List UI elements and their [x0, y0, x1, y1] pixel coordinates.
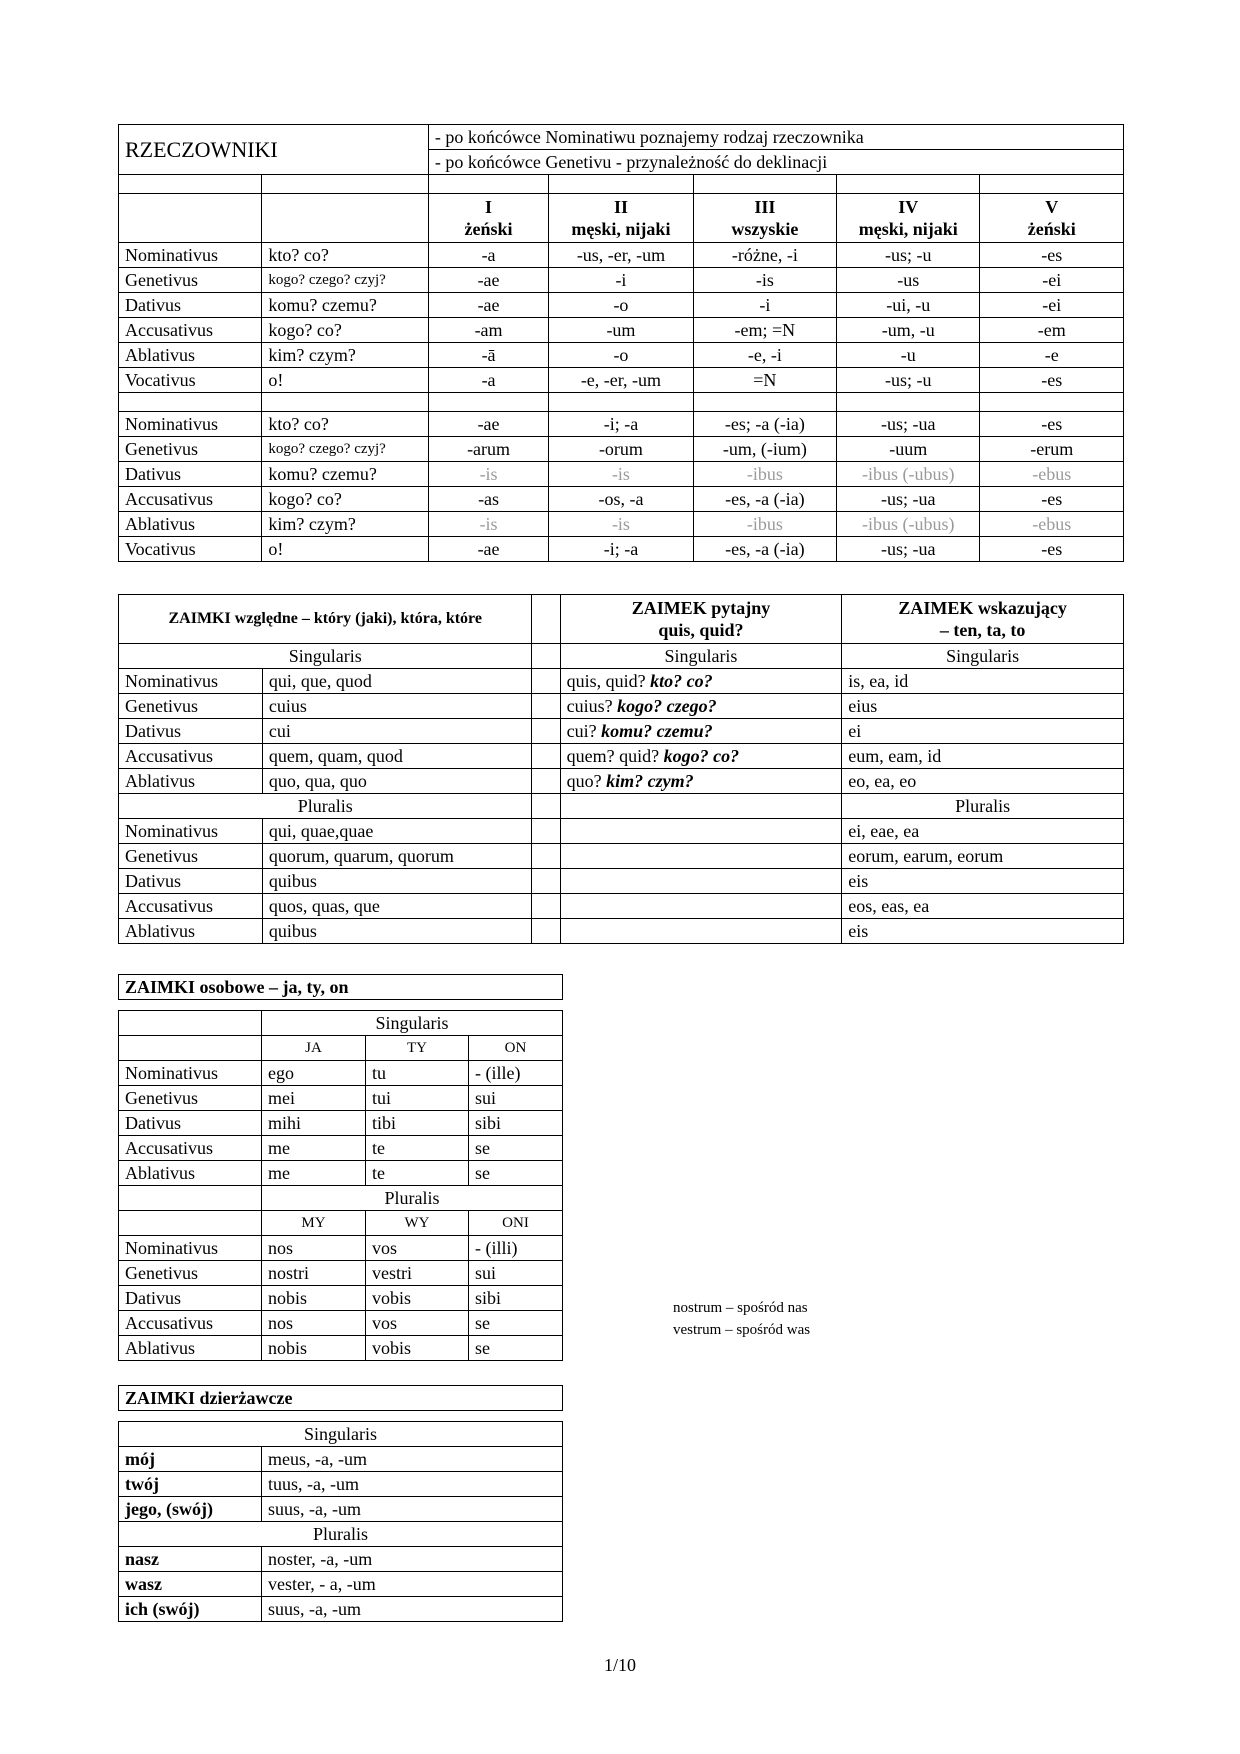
- table-row: [119, 669, 1124, 694]
- singularis-label: Singularis: [842, 644, 1124, 669]
- polish-pronoun: nasz: [119, 1547, 262, 1572]
- ending-cell: -orum: [549, 437, 693, 462]
- case-name: Ablativus: [119, 919, 263, 944]
- ending-cell: -ebus: [980, 512, 1124, 537]
- latin-pronoun: suus, -a, -um: [262, 1497, 563, 1522]
- case-name: Ablativus: [119, 512, 262, 537]
- table-row: [119, 1136, 563, 1161]
- pronoun-form: tibi: [366, 1111, 469, 1136]
- table-row: [119, 1086, 563, 1111]
- pronoun-form: sui: [469, 1261, 563, 1286]
- ending-cell: -erum: [980, 437, 1124, 462]
- interrogative-form: quis, quid? kto? co?: [560, 669, 842, 694]
- latin-pronoun: vester, - a, -um: [262, 1572, 563, 1597]
- nouns-table: [118, 124, 1124, 562]
- ending-cell: -us; -u: [837, 243, 980, 268]
- demonstrative-form: eorum, earum, eorum: [842, 844, 1124, 869]
- ending-cell: -os, -a: [549, 487, 693, 512]
- ending-cell: -i: [693, 293, 836, 318]
- ending-cell: -es, -a (-ia): [693, 487, 836, 512]
- demonstrative-form: eos, eas, ea: [842, 894, 1124, 919]
- table-row: [119, 744, 1124, 769]
- case-name: Accusativus: [119, 744, 263, 769]
- relative-form: cui: [262, 719, 532, 744]
- ending-cell: -is: [549, 462, 693, 487]
- ending-cell: -es, -a (-ia): [693, 537, 836, 562]
- ending-cell: -o: [549, 343, 693, 368]
- table-row: [119, 412, 1124, 437]
- case-name: Dativus: [119, 1286, 262, 1311]
- ending-cell: -e, -i: [693, 343, 836, 368]
- pronoun-form: me: [262, 1161, 366, 1186]
- ending-cell: -is: [693, 268, 836, 293]
- ending-cell: -us; -ua: [837, 487, 980, 512]
- ending-cell: -es: [980, 368, 1124, 393]
- ending-cell: -ebus: [980, 462, 1124, 487]
- ending-cell: -ae: [428, 537, 548, 562]
- polish-pronoun: ich (swój): [119, 1597, 262, 1622]
- table-row: [119, 694, 1124, 719]
- pronoun-form: te: [366, 1161, 469, 1186]
- ending-cell: -is: [428, 462, 548, 487]
- demonstrative-form: eis: [842, 919, 1124, 944]
- polish-pronoun: mój: [119, 1447, 262, 1472]
- singularis-label: Singularis: [262, 1011, 563, 1036]
- case-question: kim? czym?: [262, 512, 428, 537]
- relative-form: cuius: [262, 694, 532, 719]
- pluralis-label: Pluralis: [119, 794, 532, 819]
- ending-cell: -um: [549, 318, 693, 343]
- relative-form: quo, qua, quo: [262, 769, 532, 794]
- table-row: [119, 537, 1124, 562]
- pronoun-form: - (illi): [469, 1236, 563, 1261]
- table-row: [119, 1111, 563, 1136]
- pronoun-form: vos: [366, 1236, 469, 1261]
- case-question: kto? co?: [262, 243, 428, 268]
- case-question: kim? czym?: [262, 343, 428, 368]
- demonstrative-form: ei, eae, ea: [842, 819, 1124, 844]
- case-name: Ablativus: [119, 1161, 262, 1186]
- table-row: [119, 462, 1124, 487]
- pronoun-form: se: [469, 1161, 563, 1186]
- ending-cell: -es: [980, 412, 1124, 437]
- table-row: [119, 1447, 563, 1472]
- case-question: kogo? co?: [262, 318, 428, 343]
- ending-cell: -um, (-ium): [693, 437, 836, 462]
- case-name: Dativus: [119, 293, 262, 318]
- ending-cell: -es; -a (-ia): [693, 412, 836, 437]
- demonstrative-form: eius: [842, 694, 1124, 719]
- ending-cell: -ā: [428, 343, 548, 368]
- table-row: [119, 437, 1124, 462]
- column-head: TY: [366, 1036, 469, 1061]
- pronoun-form: se: [469, 1311, 563, 1336]
- case-name: Nominativus: [119, 412, 262, 437]
- ending-cell: -is: [549, 512, 693, 537]
- table-row: [119, 1236, 563, 1261]
- polish-pronoun: wasz: [119, 1572, 262, 1597]
- pronoun-form: nobis: [262, 1336, 366, 1361]
- case-name: Accusativus: [119, 1311, 262, 1336]
- case-name: Ablativus: [119, 769, 263, 794]
- ending-cell: -es: [980, 487, 1124, 512]
- note-nostrum: nostrum – spośród nas: [673, 1300, 808, 1316]
- column-head: MY: [262, 1211, 366, 1236]
- pronoun-form: nos: [262, 1311, 366, 1336]
- ending-cell: -is: [428, 512, 548, 537]
- case-question: kogo? czego? czyj?: [262, 268, 428, 293]
- pronoun-form: - (ille): [469, 1061, 563, 1086]
- declension-header-2: II męski, nijaki: [549, 194, 693, 243]
- ending-cell: -ae: [428, 293, 548, 318]
- ending-cell: -arum: [428, 437, 548, 462]
- case-name: Ablativus: [119, 343, 262, 368]
- pronoun-form: tu: [366, 1061, 469, 1086]
- table-row: [119, 1572, 563, 1597]
- ending-cell: -ibus: [693, 512, 836, 537]
- relative-form: qui, que, quod: [262, 669, 532, 694]
- ending-cell: -a: [428, 368, 548, 393]
- ending-cell: -i; -a: [549, 412, 693, 437]
- ending-cell: -um, -u: [837, 318, 980, 343]
- ending-cell: -us: [837, 268, 980, 293]
- pluralis-label: Pluralis: [842, 794, 1124, 819]
- demonstrative-form: eum, eam, id: [842, 744, 1124, 769]
- case-name: Nominativus: [119, 1061, 262, 1086]
- relative-form: quibus: [262, 869, 532, 894]
- declension-header-5: V żeński: [980, 194, 1124, 243]
- pronoun-form: mei: [262, 1086, 366, 1111]
- case-name: Genetivus: [119, 844, 263, 869]
- relative-form: quem, quam, quod: [262, 744, 532, 769]
- pronoun-form: nostri: [262, 1261, 366, 1286]
- interrogative-form: cui? komu? czemu?: [560, 719, 842, 744]
- personal-pronouns-title: ZAIMKI osobowe – ja, ty, on: [119, 975, 563, 1000]
- ending-cell: -e, -er, -um: [549, 368, 693, 393]
- ending-cell: -uum: [837, 437, 980, 462]
- nouns-note-2: - po końcówce Genetivu - przynależność do deklinacji: [428, 150, 1123, 175]
- pronoun-form: te: [366, 1136, 469, 1161]
- case-name: Genetivus: [119, 1086, 262, 1111]
- polish-pronoun: twój: [119, 1472, 262, 1497]
- case-name: Ablativus: [119, 1336, 262, 1361]
- table-row: [119, 512, 1124, 537]
- case-name: Nominativus: [119, 1236, 262, 1261]
- column-head: JA: [262, 1036, 366, 1061]
- ending-cell: -em: [980, 318, 1124, 343]
- pronoun-form: mihi: [262, 1111, 366, 1136]
- singularis-label: Singularis: [560, 644, 842, 669]
- case-name: Nominativus: [119, 669, 263, 694]
- ending-cell: -es: [980, 243, 1124, 268]
- demonstrative-pronoun-title: ZAIMEK wskazujący – ten, ta, to: [842, 595, 1124, 644]
- ending-cell: -i: [549, 268, 693, 293]
- case-name: Nominativus: [119, 243, 262, 268]
- ending-cell: -ei: [980, 268, 1124, 293]
- ending-cell: -as: [428, 487, 548, 512]
- table-row: [119, 1472, 563, 1497]
- table-row: [119, 919, 1124, 944]
- ending-cell: -o: [549, 293, 693, 318]
- relative-pronouns-title: ZAIMKI względne – który (jaki), która, które: [119, 595, 532, 644]
- pronoun-form: vos: [366, 1311, 469, 1336]
- table-row: [119, 1161, 563, 1186]
- declension-header-1: I żeński: [428, 194, 548, 243]
- table-row: [119, 1547, 563, 1572]
- pronoun-form: vobis: [366, 1336, 469, 1361]
- column-head: ON: [469, 1036, 563, 1061]
- latin-pronoun: meus, -a, -um: [262, 1447, 563, 1472]
- ending-cell: -es: [980, 537, 1124, 562]
- ending-cell: -us; -u: [837, 368, 980, 393]
- relative-pronouns-table: [118, 594, 1124, 944]
- nouns-title: RZECZOWNIKI: [119, 125, 429, 175]
- table-row: [119, 869, 1124, 894]
- table-row: [119, 1311, 563, 1336]
- pronoun-form: nos: [262, 1236, 366, 1261]
- interrogative-form: quo? kim? czym?: [560, 769, 842, 794]
- latin-pronoun: suus, -a, -um: [262, 1597, 563, 1622]
- ending-cell: -ae: [428, 412, 548, 437]
- table-row: [119, 1336, 563, 1361]
- relative-form: quorum, quarum, quorum: [262, 844, 532, 869]
- pronoun-form: sui: [469, 1086, 563, 1111]
- case-question: o!: [262, 368, 428, 393]
- case-name: Accusativus: [119, 318, 262, 343]
- case-name: Vocativus: [119, 368, 262, 393]
- singularis-label: Singularis: [119, 644, 532, 669]
- pronoun-form: se: [469, 1336, 563, 1361]
- ending-cell: -am: [428, 318, 548, 343]
- pronoun-form: se: [469, 1136, 563, 1161]
- latin-pronoun: tuus, -a, -um: [262, 1472, 563, 1497]
- case-name: Dativus: [119, 869, 263, 894]
- case-name: Genetivus: [119, 1261, 262, 1286]
- table-row: [119, 769, 1124, 794]
- case-question: komu? czemu?: [262, 462, 428, 487]
- ending-cell: -i; -a: [549, 537, 693, 562]
- case-name: Vocativus: [119, 537, 262, 562]
- table-row: [119, 1597, 563, 1622]
- polish-pronoun: jego, (swój): [119, 1497, 262, 1522]
- case-question: o!: [262, 537, 428, 562]
- case-question: kogo? czego? czyj?: [262, 437, 428, 462]
- table-row: [119, 1286, 563, 1311]
- table-row: [119, 819, 1124, 844]
- table-row: [119, 1497, 563, 1522]
- case-name: Accusativus: [119, 487, 262, 512]
- demonstrative-form: eo, ea, eo: [842, 769, 1124, 794]
- table-row: [119, 243, 1124, 268]
- interrogative-form: quem? quid? kogo? co?: [560, 744, 842, 769]
- pronoun-form: ego: [262, 1061, 366, 1086]
- table-row: [119, 293, 1124, 318]
- ending-cell: -ui, -u: [837, 293, 980, 318]
- demonstrative-form: eis: [842, 869, 1124, 894]
- case-name: Accusativus: [119, 1136, 262, 1161]
- pronoun-form: tui: [366, 1086, 469, 1111]
- table-row: [119, 343, 1124, 368]
- case-name: Genetivus: [119, 268, 262, 293]
- pluralis-label: Pluralis: [119, 1522, 563, 1547]
- interrogative-pronoun-title: ZAIMEK pytajny quis, quid?: [560, 595, 842, 644]
- pronoun-form: me: [262, 1136, 366, 1161]
- singularis-label: Singularis: [119, 1422, 563, 1447]
- table-row: [119, 719, 1124, 744]
- latin-pronoun: noster, -a, -um: [262, 1547, 563, 1572]
- nouns-note-1: - po końcówce Nominatiwu poznajemy rodzaj rzeczownika: [428, 125, 1123, 150]
- case-name: Genetivus: [119, 437, 262, 462]
- ending-cell: -em; =N: [693, 318, 836, 343]
- pronoun-form: sibi: [469, 1111, 563, 1136]
- page-number: 1/10: [603, 1655, 636, 1675]
- ending-cell: -e: [980, 343, 1124, 368]
- case-question: kto? co?: [262, 412, 428, 437]
- column-head: ONI: [469, 1211, 563, 1236]
- ending-cell: -ei: [980, 293, 1124, 318]
- case-question: kogo? co?: [262, 487, 428, 512]
- pronoun-form: nobis: [262, 1286, 366, 1311]
- table-row: [119, 894, 1124, 919]
- ending-cell: -us; -ua: [837, 412, 980, 437]
- case-question: komu? czemu?: [262, 293, 428, 318]
- table-row: [119, 844, 1124, 869]
- pronoun-form: vobis: [366, 1286, 469, 1311]
- column-head: WY: [366, 1211, 469, 1236]
- ending-cell: -ibus: [693, 462, 836, 487]
- table-row: [119, 1061, 563, 1086]
- demonstrative-form: ei: [842, 719, 1124, 744]
- ending-cell: -a: [428, 243, 548, 268]
- ending-cell: -us; -ua: [837, 537, 980, 562]
- note-vestrum: vestrum – spośród was: [673, 1322, 811, 1338]
- table-row: [119, 487, 1124, 512]
- table-row: [119, 1261, 563, 1286]
- ending-cell: -ae: [428, 268, 548, 293]
- ending-cell: -ibus (-ubus): [837, 462, 980, 487]
- interrogative-form: cuius? kogo? czego?: [560, 694, 842, 719]
- declension-header-3: III wszyskie: [693, 194, 836, 243]
- declension-header-4: IV męski, nijaki: [837, 194, 980, 243]
- table-row: [119, 318, 1124, 343]
- table-row: [119, 268, 1124, 293]
- case-name: Dativus: [119, 1111, 262, 1136]
- pronoun-form: vestri: [366, 1261, 469, 1286]
- relative-form: quos, quas, que: [262, 894, 532, 919]
- possessive-pronouns-table: [118, 1385, 563, 1622]
- ending-cell: -ibus (-ubus): [837, 512, 980, 537]
- case-name: Genetivus: [119, 694, 263, 719]
- case-name: Accusativus: [119, 894, 263, 919]
- ending-cell: -u: [837, 343, 980, 368]
- demonstrative-form: is, ea, id: [842, 669, 1124, 694]
- personal-pronouns-table: [118, 974, 563, 1361]
- case-name: Nominativus: [119, 819, 263, 844]
- case-name: Dativus: [119, 462, 262, 487]
- ending-cell: -us, -er, -um: [549, 243, 693, 268]
- table-row: [119, 368, 1124, 393]
- relative-form: quibus: [262, 919, 532, 944]
- pluralis-label: Pluralis: [262, 1186, 563, 1211]
- relative-form: qui, quae,quae: [262, 819, 532, 844]
- ending-cell: -różne, -i: [693, 243, 836, 268]
- pronoun-form: sibi: [469, 1286, 563, 1311]
- possessive-pronouns-title: ZAIMKI dzierżawcze: [119, 1386, 563, 1411]
- case-name: Dativus: [119, 719, 263, 744]
- ending-cell: =N: [693, 368, 836, 393]
